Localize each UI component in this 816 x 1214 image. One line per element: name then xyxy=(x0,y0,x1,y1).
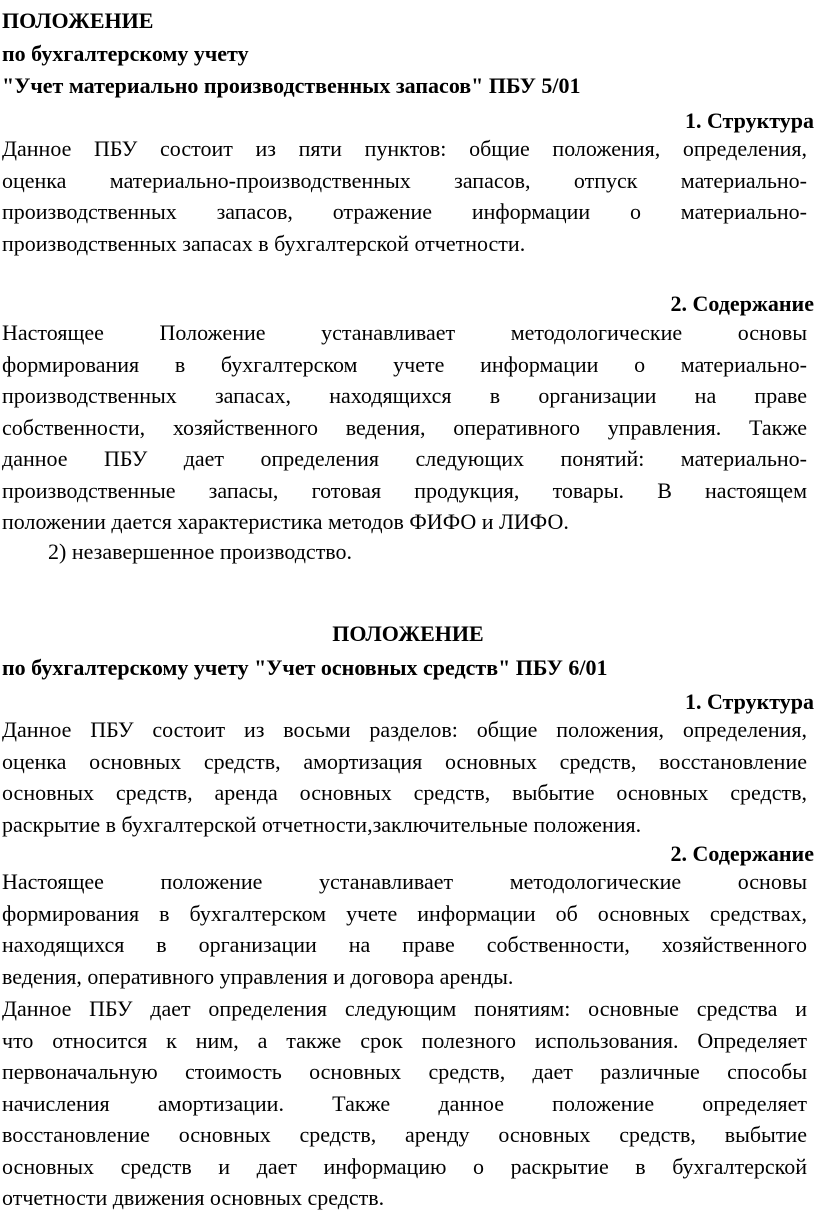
doc2-content-line: Данное ПБУ дает определения следующим понятиям: основные средства и xyxy=(2,996,807,1021)
doc1-content-line: производственные запасы, готовая продукция, товары. В настоящем xyxy=(2,477,807,503)
doc1-structure-line: производственных запасов, отражение информации о материально- xyxy=(2,199,807,224)
doc2-content-line: находящихся в организации на праве собственности, хозяйственного xyxy=(2,932,807,957)
doc1-structure-line: производственных запасах в бухгалтерской отчетности. xyxy=(2,230,526,256)
doc2-content-text-1 xyxy=(2,866,807,992)
doc2-content-line: основных средств и дает информацию о раскрытие в бухгалтерской xyxy=(2,1153,807,1179)
doc1-content-line: собственности, хозяйственного ведения, оперативного управления. Также xyxy=(2,414,807,440)
doc1-content-line: производственных запасах, находящихся в организации на праве xyxy=(2,383,807,408)
doc1-extra-line: 2) незавершенное производство. xyxy=(48,539,353,564)
doc2-name: по бухгалтерскому учету "Учет основных средств" ПБУ 6/01 xyxy=(2,655,608,680)
doc2-structure-line: основных средств, аренда основных средств, выбытие основных средств, xyxy=(2,780,807,805)
doc1-title: ПОЛОЖЕНИЕ xyxy=(2,8,154,33)
doc1-content-line: положении дается характеристика методов ФИФО и ЛИФО. xyxy=(2,509,569,534)
doc1-content-text xyxy=(2,317,807,538)
doc2-content-line: восстановление основных средств, аренду основных средств, выбытие xyxy=(2,1122,807,1147)
doc1-subtitle: по бухгалтерскому учету xyxy=(2,41,249,66)
doc2-structure-text xyxy=(2,714,807,840)
doc2-content-line: что относится к ним, а также срок полезного использования. Определяет xyxy=(2,1027,807,1053)
doc1-name: "Учет материально производственных запасов" ПБУ 5/01 xyxy=(2,73,581,98)
doc2-content-line: ведения, оперативного управления и договора аренды. xyxy=(2,963,514,989)
doc1-structure-line: оценка материально-производственных запасов, отпуск материально- xyxy=(2,167,807,193)
doc1-content-line: данное ПБУ дает определения следующих понятий: материально- xyxy=(2,446,807,471)
doc1-structure-text xyxy=(2,133,807,259)
doc2-content-line: Настоящее положение устанавливает методологические основы xyxy=(2,869,807,894)
doc2-content-line: первоначальную стоимость основных средств, дает различные способы xyxy=(2,1059,807,1084)
doc2-content-line: начисления амортизации. Также данное положение определяет xyxy=(2,1090,807,1116)
doc1-content-heading: 2. Содержание xyxy=(670,291,814,316)
doc2-structure-line: раскрытие в бухгалтерской отчетности,заключительные положения. xyxy=(2,811,642,837)
doc2-content-line: отчетности движения основных средств. xyxy=(2,1185,385,1210)
doc1-structure-line: Данное ПБУ состоит из пяти пунктов: общие положения, определения, xyxy=(2,136,807,161)
doc2-content-line: формирования в бухгалтерском учете информации об основных средствах, xyxy=(2,900,807,926)
doc2-content-text-2 xyxy=(2,993,807,1214)
doc2-structure-heading: 1. Структура xyxy=(684,689,814,714)
doc2-structure-line: Данное ПБУ состоит из восьми разделов: общие положения, определения, xyxy=(2,717,807,742)
doc1-content-line: формирования в бухгалтерском учете информации о материально- xyxy=(2,351,807,377)
doc1-structure-heading: 1. Структура xyxy=(684,108,814,133)
doc2-title: ПОЛОЖЕНИЕ xyxy=(332,621,484,646)
doc2-structure-line: оценка основных средств, амортизация основных средств, восстановление xyxy=(2,748,807,774)
doc1-content-line: Настоящее Положение устанавливает методологические основы xyxy=(2,320,807,345)
doc2-content-heading: 2. Содержание xyxy=(670,841,814,866)
